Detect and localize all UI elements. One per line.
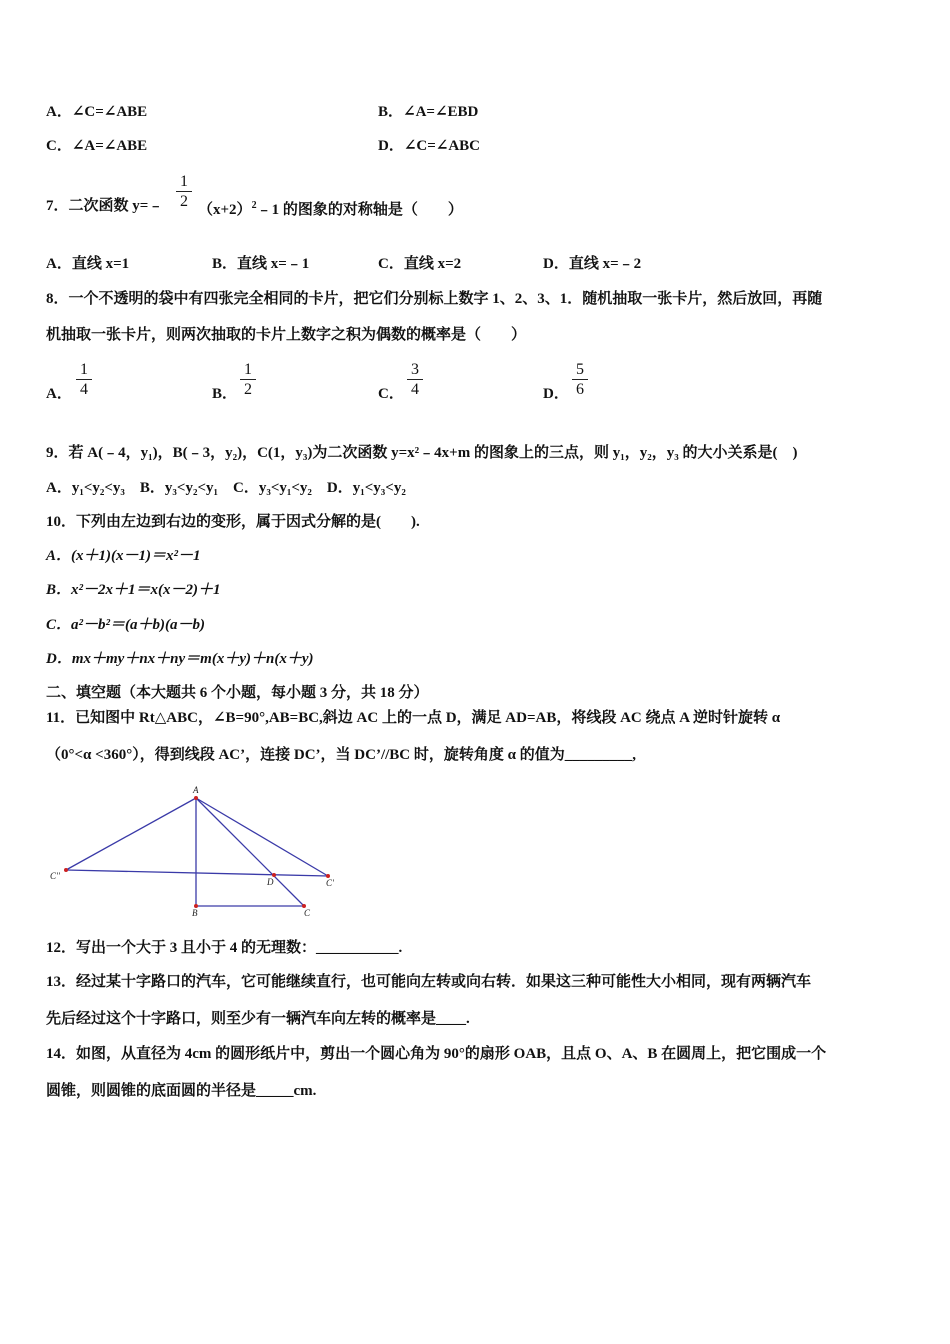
q8-option-a-fraction: [76, 360, 92, 399]
q6-option-d: D．∠C=∠ABC: [378, 138, 481, 154]
q8-stem-line1: 8．一个不透明的袋中有四张完全相同的卡片，把它们分别标上数字 1、2、3、1．随机抽取一张卡片，然后放回，再随: [46, 291, 823, 307]
q7-exponent: 2: [251, 200, 257, 211]
q10-option-b: B．x²－2x＋1＝x(x－2)＋1: [46, 582, 221, 598]
q7-option-d: D．直线 x=﹣2: [543, 256, 642, 272]
q8-option-c-fraction: [407, 360, 423, 399]
q7-stem-suffix: [198, 196, 463, 220]
q8-stem-line2: 机抽取一张卡片，则两次抽取的卡片上数字之积为偶数的概率是（ ）: [46, 327, 527, 343]
q8-c-denominator: 4: [411, 381, 419, 398]
q14-stem-line2: 圆锥，则圆锥的底面圆的半径是_____cm.: [46, 1083, 317, 1099]
segment-a-c2: [66, 798, 196, 870]
q8-option-c-label: C．: [378, 386, 404, 402]
q7-stem-prefix: 7．二次函数 y=﹣: [46, 198, 164, 214]
q12-stem: 12．写出一个大于 3 且小于 4 的无理数：___________.: [46, 940, 403, 956]
q8-option-b-label: B．: [212, 386, 238, 402]
point-c2: [64, 868, 68, 872]
q7-option-c: C．直线 x=2: [378, 256, 462, 272]
q8-a-denominator: 4: [80, 381, 88, 398]
q7-suffix-a: （x+2）: [198, 202, 252, 218]
q6-option-c: C．∠A=∠ABE: [46, 138, 148, 154]
q8-d-denominator: 6: [576, 381, 584, 398]
q8-option-d-fraction: [572, 360, 588, 399]
q9-stem: 9．若 A(﹣4，y₁)，B(﹣3，y₂)，C(1，y₃)为二次函数 y=x²﹣4x+m 的图象上的三点，则 y₁，y₂，y₃ 的大小关系是( ): [46, 445, 798, 461]
q10-option-a: A．(x＋1)(x－1)＝x²－1: [46, 548, 201, 564]
label-c: C: [304, 908, 311, 918]
q7-fraction: [176, 172, 192, 211]
segment-c2-c1: [66, 870, 328, 876]
label-b: B: [192, 908, 198, 918]
q13-stem-line2: 先后经过这个十字路口，则至少有一辆汽车向左转的概率是____.: [46, 1011, 470, 1027]
q11-stem-line1: 11．已知图中 Rt△ABC，∠B=90°,AB=BC,斜边 AC 上的一点 D，满足 AD=AB，将线段 AC 绕点 A 逆时针旋转 α: [46, 710, 781, 726]
q8-d-numerator: 5: [572, 360, 588, 380]
section-title-fill-in: 二、填空题（本大题共 6 个小题，每小题 3 分，共 18 分）: [46, 685, 429, 701]
q14-stem-line1: 14．如图，从直径为 4cm 的圆形纸片中，剪出一个圆心角为 90°的扇形 OAB，且点 O、A、B 在圆周上，把它围成一个: [46, 1046, 827, 1062]
q8-a-numerator: 1: [76, 360, 92, 380]
q7-option-b: B．直线 x=﹣1: [212, 256, 310, 272]
q8-b-numerator: 1: [240, 360, 256, 380]
label-c1: C': [326, 878, 334, 888]
q11-stem-line2: （0°<α <360°），得到线段 AC’，连接 DC’，当 DC’//BC 时，旋转角度 α 的值为_________,: [46, 747, 636, 763]
q13-stem-line1: 13．经过某十字路口的汽车，它可能继续直行，也可能向左转或向右转．如果这三种可能性大小相同，现有两辆汽车: [46, 974, 812, 990]
label-a: A: [193, 785, 199, 795]
q8-c-numerator: 3: [407, 360, 423, 380]
label-c2: C'': [50, 871, 60, 881]
q6-option-a: A．∠C=∠ABE: [46, 104, 148, 120]
q7-option-a: A．直线 x=1: [46, 256, 130, 272]
q8-b-denominator: 2: [244, 381, 252, 398]
point-a: [194, 796, 198, 800]
q8-option-b-fraction: [240, 360, 256, 399]
q10-option-c: C．a²－b²＝(a＋b)(a－b): [46, 617, 205, 633]
q7-fraction-denominator: 2: [180, 193, 188, 210]
q8-option-a-label: A．: [46, 386, 72, 402]
q7-suffix-b: ﹣1 的图象的对称轴是（ ）: [256, 202, 463, 218]
q6-option-b: B．∠A=∠EBD: [378, 104, 479, 120]
q10-option-d: D．mx＋my＋nx＋ny＝m(x＋y)＋n(x＋y): [46, 651, 314, 667]
label-d: D: [267, 877, 274, 887]
q8-option-d-label: D．: [543, 386, 569, 402]
q11-geometry-figure: [46, 782, 346, 922]
q9-options: A．y₁<y₂<y₃ B．y₃<y₂<y₁ C．y₃<y₁<y₂ D．y₁<y₃<y₂: [46, 480, 406, 496]
q10-stem: 10．下列由左边到右边的变形，属于因式分解的是( ).: [46, 514, 420, 530]
q7-fraction-numerator: 1: [176, 172, 192, 192]
